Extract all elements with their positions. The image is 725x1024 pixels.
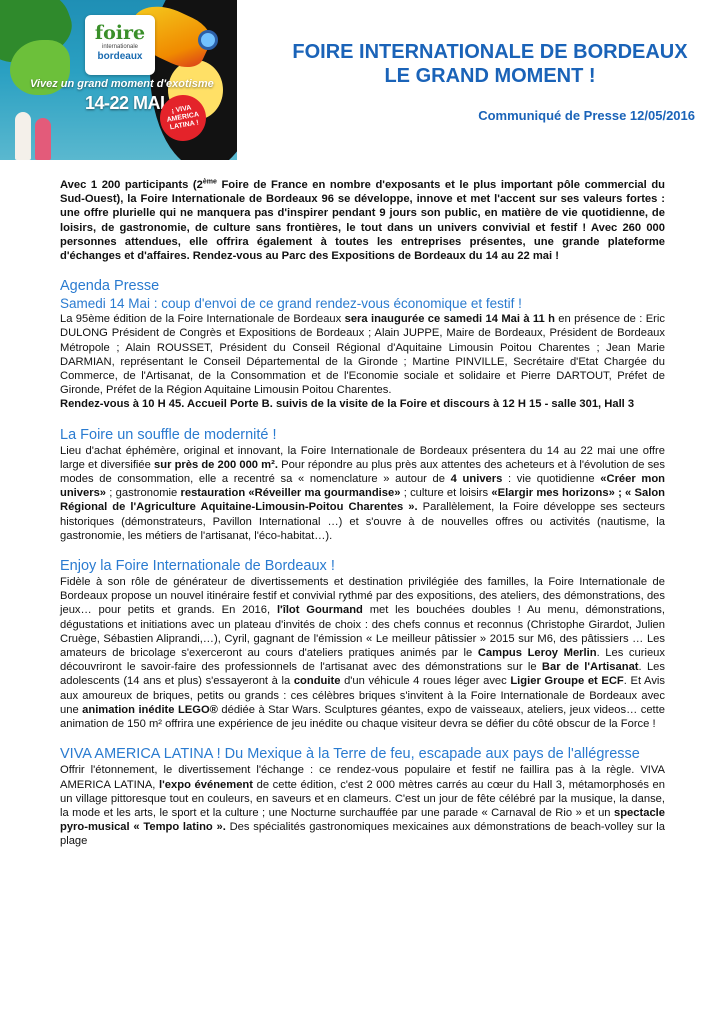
toucan-eye [198,30,218,50]
banner-dates: 14-22 MAI [85,93,165,113]
visitors-illustration [15,112,55,160]
logo-city-text: bordeaux [97,51,143,62]
modernite-paragraph: Lieu d'achat éphémère, original et innovant, la Foire Internationale de Bordeaux présentera du 14 au 22 mai une offre large et diversifiée sur près de 200 000 m². Pour répondre au plus près aux attentes des acheteurs et à l'évolution de ses modes de consommation, elle a recentré sa « nomenclature » autour de 4 univers : vie quotidienne «Créer mon univers» ; gastronomie restauration «Réveiller ma gourmandise» ; culture et loisirs «Elargir mes horizons» ; « Salon Régional de l'Agriculture Aquitaine-Limousin-Poitou Charentes ». Parallèlement, la Foire développe ses secteurs historiques (démonstrateurs, Pavillon International …) et s'ouvre à de nouvelles offres ou activités (nautisme, la gastronomie, les métiers de l'artisanat, l'éco-habitat…). [60,444,666,542]
title-line-2: LE GRAND MOMENT ! [384,65,596,87]
viva-badge: ¡ VIVA AMERICA LATINA ! [156,91,209,144]
section-heading-viva: VIVA AMERICA LATINA ! Du Mexique à la Terre de feu, escapade aux pays de l'allégresse [60,746,640,763]
page-title [270,40,710,88]
viva-paragraph: Offrir l'étonnement, le divertissement l'échange : ce rendez-vous populaire et festif ne faillira pas à la règle. VIVA AMERICA LATINA, l'expo événement de cette édition, c'est 2 000 mètres carrés au cœur du Hall 3, métamorphosés en un village pittoresque tout en couleurs, en saveurs et en clameurs. C'est un jour de fête célébré par la musique, la danse, la mode et les arts, le sport et la culture ; une Nocturne surchauffée par une parade « Carnaval de Rio » et un spectacle pyro-musical « Tempo latino ». Des spécialités gastronomiques mexicaines aux démonstrations de beach-volley sur la plage [60,764,665,848]
intro-paragraph: Avec 1 200 participants (2ème Foire de France en nombre d'exposants et le plus important pôle commercial du Sud-Ouest), la Foire Internationale de Bordeaux 96 se développe, innove et met l'accent sur ses valeurs fortes : une offre plurielle qui ne manquera pas d'inspirer pendant 9 jours son public, en matière de vie quotidienne, de loisirs, de gastronomie, de culture sans frontières, le tout dans un univers convivial et festif ! Avec 260 000 personnes attendues, elle offrira également à toutes les entreprises présentes, une grande plateforme d'échanges et d'affaires. Rendez-vous au Parc des Expositions de Bordeaux du 14 au 22 mai ! [60,178,665,263]
logo-foire-text: foire [94,22,146,44]
foire-logo [85,15,155,75]
enjoy-paragraph: Fidèle à son rôle de générateur de divertissements et destination privilégiée des familles, la Foire Internationale de Bordeaux propose un nouvel itinéraire festif et convivial rythmé par des expositions, des ateliers, des démonstrations, des jeux… pour petits et grands. En 2016, l'îlot Gourmand met les bouchées doubles ! Au menu, démonstrations, dégustations et initiations avec un plateau d'invités de choix : des chefs connus et reconnus (Christophe Girardot, Julien Cruège, Sébastien Aliprandi,…), Cyril, gagnant de l'émission « Le meilleur pâtissier » 2015 sur M6, des pâtissiers … Les amateurs de bricolage s'exerceront au cours d'ateliers pratiques animés par le Campus Leroy Merlin. Les curieux découvriront le savoir-faire des professionnels de l'artisanat avec des démonstrations sur le Bar de l'Artisanat. Les adolescents (14 ans et plus) s'essayeront à la conduite d'un véhicule 4 roues léger avec Ligier Groupe et ECF. Et Avis aux amoureux de briques, petits ou grands : ces célèbres briques s'invitent à la Foire Internationale de Bordeaux avec une animation inédite LEGO® dédiée à Star Wars. Sculptures géantes, expo de vaisseaux, ateliers, jeux videos… cette animation de 150 m² offrira une expérience de jeu inédite ou chaque visiteur devra se défier du côté obscur de la Force ! [60,576,665,731]
banner-tagline: Vivez un grand moment d'exotisme [30,78,214,90]
visitor-figure [15,112,31,160]
section-heading-enjoy: Enjoy la Foire Internationale de Bordeaux ! [60,558,335,575]
agenda-paragraph: La 95ème édition de la Foire Internationale de Bordeaux sera inaugurée ce samedi 14 Mai à 11 h en présence de : Eric DULONG Président de Congrès et Expositions de Bordeaux ; Alain JUPPE, Maire de Bordeaux, Président de Bordeaux Métropole ; Alain ROUSSET, Président du Conseil Régional d'Aquitaine Limousin Poitou Charentes ; Jean Marie DARMIAN, représentant le Conseil Départemental de la Gironde ; Martine PINVILLE, Secrétaire d'Etat Chargée du Commerce, de l'Artisanat, de la Consommation et de l'Economie sociale et solidaire et Pierre DARTOUT, Préfet de Gironde, Préfet de la Région Aquitaine Limousin Poitou Charentes. [60,313,665,397]
visitor-figure [35,118,51,160]
document-body [60,178,665,849]
agenda-rendezvous: Rendez-vous à 10 H 45. Accueil Porte B. suivis de la visite de la Foire et discours à 12 H 15 - salle 301, Hall 3 [60,398,635,411]
logo-intl-text: internationale [101,44,139,50]
section-heading-modernite: La Foire un souffle de modernité ! [60,426,277,443]
title-line-1: FOIRE INTERNATIONALE DE BORDEAUX [292,41,688,63]
header-banner [0,0,237,160]
press-release-date: Communiqué de Presse 12/05/2016 [478,108,695,123]
section-subheading-agenda: Samedi 14 Mai : coup d'envoi de ce grand rendez-vous économique et festif ! [60,296,522,312]
section-heading-agenda: Agenda Presse [60,278,160,295]
